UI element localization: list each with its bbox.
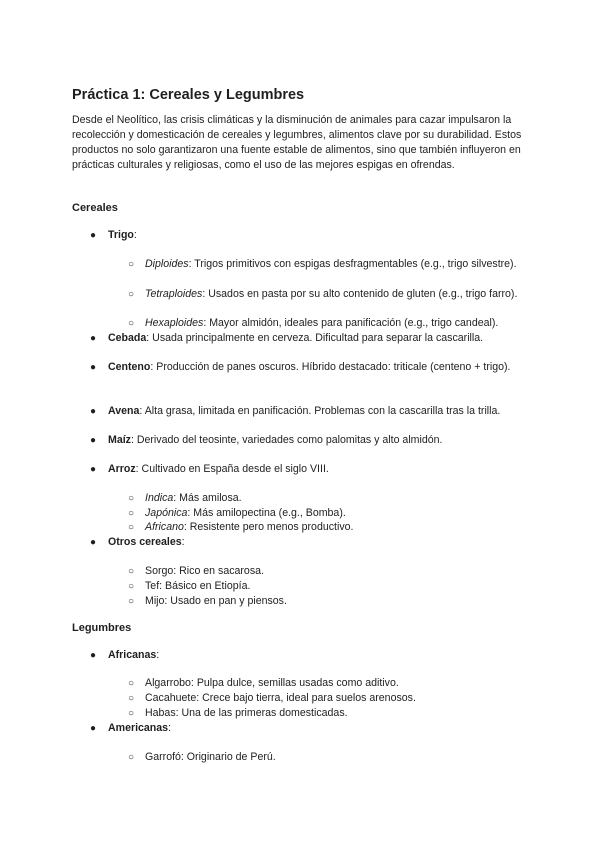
bullet-icon: ● — [90, 723, 97, 734]
legumbres-heading: Legumbres — [72, 622, 132, 634]
item-term: Africano — [145, 521, 184, 533]
list-item-arroz: ● Arroz: Cultivado en España desde el siglo VIII. — [90, 463, 329, 475]
list-item-cacahuete: ○ Cacahuete: Crece bajo tierra, ideal para suelos arenosos. — [128, 692, 416, 704]
list-item-avena: ● Avena: Alta grasa, limitada en panificación. Problemas con la cascarilla tras la trilla. — [90, 405, 501, 417]
item-name: Otros cereales — [108, 536, 182, 548]
list-item-cebada: ● Cebada: Usada principalmente en cerveza. Dificultad para separar la cascarilla. — [90, 332, 484, 344]
list-item-africanas: ● Africanas: — [90, 649, 160, 661]
intro-paragraph: Desde el Neolítico, las crisis climáticas y la disminución de animales para cazar impulsaron la recolección y domesticación de cereales y legumbres, alimentos clave por su durabilidad. Estos productos no solo garantizaron una fuente estable de alimentos, sino que también influyeron en prácticas culturales y religiosas, como el uso de las mejores espigas en ofrendas. — [72, 114, 522, 171]
item-name: Maíz — [108, 434, 131, 446]
circle-bullet-icon: ○ — [128, 289, 135, 300]
circle-bullet-icon: ○ — [128, 522, 135, 533]
item-term: Japónica — [145, 507, 188, 519]
list-item-centeno: ● Centeno: Producción de panes oscuros. Híbrido destacado: triticale (centeno + trigo). — [90, 361, 511, 373]
cereales-heading: Cereales — [72, 202, 118, 214]
list-item-trigo: ● Trigo: — [90, 229, 137, 241]
list-item-maiz: ● Maíz: Derivado del teosinte, variedades como palomitas y alto almidón. — [90, 434, 443, 446]
bullet-icon: ● — [90, 230, 97, 241]
circle-bullet-icon: ○ — [128, 259, 135, 270]
circle-bullet-icon: ○ — [128, 708, 135, 719]
list-item-diploides: ○ Diploides: Trigos primitivos con espigas desfragmentables (e.g., trigo silvestre). — [128, 258, 517, 270]
bullet-icon: ● — [90, 362, 97, 373]
list-item-algarrobo: ○ Algarrobo: Pulpa dulce, semillas usadas como aditivo. — [128, 677, 399, 689]
item-name: Arroz — [108, 463, 136, 475]
bullet-icon: ● — [90, 464, 97, 475]
circle-bullet-icon: ○ — [128, 566, 135, 577]
list-item-tetraploides: ○ Tetraploides: Usados en pasta por su alto contenido de gluten (e.g., trigo farro). — [128, 288, 518, 300]
bullet-icon: ● — [90, 435, 97, 446]
bullet-icon: ● — [90, 406, 97, 417]
bullet-icon: ● — [90, 537, 97, 548]
item-name: Avena — [108, 405, 140, 417]
list-item-habas: ○ Habas: Una de las primeras domesticadas. — [128, 707, 348, 719]
item-name: Africanas — [108, 649, 157, 661]
item-name: Centeno — [108, 361, 151, 373]
circle-bullet-icon: ○ — [128, 318, 135, 329]
list-item-hexaploides: ○ Hexaploides: Mayor almidón, ideales para panificación (e.g., trigo candeal). — [128, 317, 499, 329]
item-term: Hexaploides — [145, 317, 204, 329]
circle-bullet-icon: ○ — [128, 493, 135, 504]
item-term: Indica — [145, 492, 174, 504]
page-title: Práctica 1: Cereales y Legumbres — [72, 87, 305, 103]
list-item-otros-cereales: ● Otros cereales: — [90, 536, 185, 548]
item-term: Diploides — [145, 258, 189, 270]
circle-bullet-icon: ○ — [128, 693, 135, 704]
bullet-icon: ● — [90, 333, 97, 344]
circle-bullet-icon: ○ — [128, 752, 135, 763]
list-item-garrofo: ○ Garrofó: Originario de Perú. — [128, 751, 276, 763]
list-item-africano: ○ Africano: Resistente pero menos productivo. — [128, 521, 354, 533]
list-item-mijo: ○ Mijo: Usado en pan y piensos. — [128, 595, 287, 607]
list-item-americanas: ● Americanas: — [90, 722, 172, 734]
item-term: Tetraploides — [145, 288, 203, 300]
circle-bullet-icon: ○ — [128, 581, 135, 592]
circle-bullet-icon: ○ — [128, 678, 135, 689]
bullet-icon: ● — [90, 650, 97, 661]
list-item-japonica: ○ Japónica: Más amilopectina (e.g., Bomba). — [128, 507, 346, 519]
item-name: Americanas — [108, 722, 169, 734]
list-item-indica: ○ Indica: Más amilosa. — [128, 492, 242, 504]
circle-bullet-icon: ○ — [128, 596, 135, 607]
circle-bullet-icon: ○ — [128, 508, 135, 519]
list-item-sorgo: ○ Sorgo: Rico en sacarosa. — [128, 565, 264, 577]
list-item-tef: ○ Tef: Básico en Etiopía. — [128, 580, 251, 592]
item-name: Cebada — [108, 332, 147, 344]
item-name: Trigo — [108, 229, 134, 241]
